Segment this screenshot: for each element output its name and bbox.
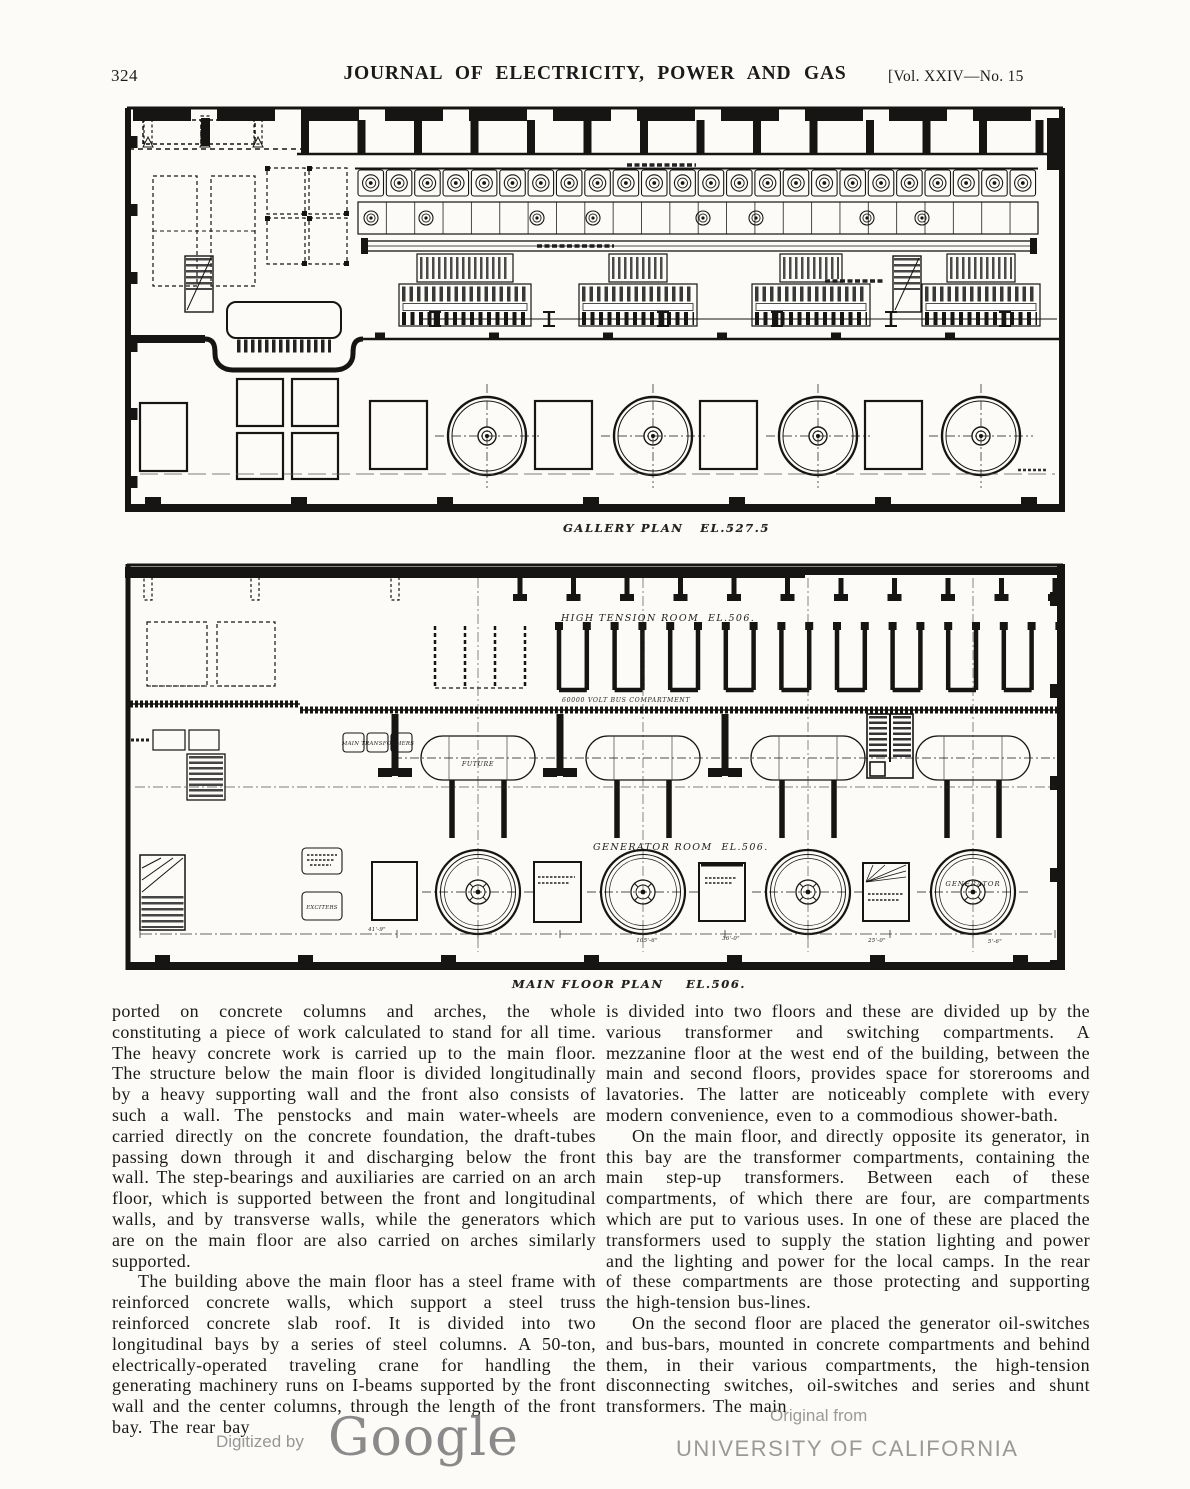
generator-room-label: GENERATOR ROOM EL.506. [593, 842, 769, 853]
exciters-label: EXCITERS [306, 905, 338, 911]
dimension-line [140, 930, 1055, 938]
bay-divider-walls [378, 714, 742, 777]
lower-panel-row [358, 202, 1038, 234]
gallery-plan-equipment [127, 116, 1061, 488]
digitized-by-watermark: Digitized by [216, 1432, 304, 1451]
main-floor-equipment [130, 574, 1063, 952]
university-watermark: UNIVERSITY OF CALIFORNIA [676, 1436, 1019, 1461]
high-tension-room-label: HIGH TENSION ROOM EL.506. [561, 613, 756, 624]
original-from-watermark: Original from [770, 1406, 868, 1425]
generator-bay-footprints [140, 379, 1055, 488]
bus-duct [361, 238, 1037, 254]
main-floor-plan-caption: MAIN FLOOR PLAN EL.506. [512, 977, 747, 991]
right-column [606, 1001, 1090, 1417]
dimension-text: 5'-6" [987, 939, 1003, 945]
bus-compartment-label: 60000 VOLT BUS COMPARTMENT [562, 697, 691, 704]
busbar-compartments [399, 254, 1040, 326]
high-tension-compartments [435, 622, 1063, 690]
paragraph: On the second floor are placed the generator oil-switches and bus-bars, mounted in concrete compartments and behind them, in their various compartments, the high-tension disconnecting switches, oil-switches and series and shunt transformers. The main [606, 1312, 1090, 1417]
west-rooms [147, 622, 275, 686]
left-dashed-rooms [153, 166, 349, 286]
paragraph: is divided into two floors and these are divided up by the various transformer and switching compartments. A mezzanine floor at the west end of the building, between the main and second floors, provides space for storerooms and lavatories. The latter are noticeably complete with every modern convenience, even to a commodious shower-bath. [606, 1001, 1090, 1125]
gallery-plan-caption: GALLERY PLAN EL.527.5 [563, 521, 770, 535]
future-label: FUTURE [461, 761, 495, 768]
paragraph: ported on concrete columns and arches, the whole constituting a piece of work calculated to stand for all time. The heavy concrete work is carried up to the main floor. The structure below the main floor is divided longitudinally by a heavy supporting wall and the front also consists of such a wall. The penstocks and main water-wheels are carried directly on the concrete foundation, the draft-tubes passing down through it and discharging below the front wall. The step-bearings and auxiliaries are carried on an arch floor, which is supported between the front and longitudinal walls, and by transverse walls, while the generators which are on the main floor are also carried on arches similarly supported. [112, 1001, 596, 1271]
switchboard-dial-row [355, 169, 1038, 197]
volume-info: [Vol. XXIV—No. 15 [888, 68, 1024, 85]
top-columns [513, 578, 1062, 601]
dimension-text: 25'-0" [868, 938, 886, 944]
gallery-plan-figure [125, 106, 1065, 514]
bus-compartment-wall [130, 704, 1060, 710]
google-watermark: Google [328, 1408, 519, 1468]
main-floor-plan-figure [125, 562, 1065, 972]
top-bay-columns [301, 120, 1044, 154]
main-transformers-label: MAIN TRANSFORMERS [341, 741, 415, 747]
west-equipment [131, 730, 342, 930]
dimension-text: 105'-6" [636, 938, 658, 944]
paragraph: On the main floor, and directly opposite its generator, in this bay are the transformer compartments, containing the main step-up transformers. Between each of these compartments, of which there are four, are compartments which are put to various uses. In one of these are placed the transformers used to supply the station lighting and power and the lighting and power for the local camps. In the rear of these compartments are those protecting and supporting the high-tension bus-lines. [606, 1125, 1090, 1313]
journal-title: JOURNAL OF ELECTRICITY, POWER AND GAS [343, 63, 847, 84]
generator-label: GENERATOR [945, 880, 1001, 888]
main-floor-stair [867, 714, 913, 778]
dimension-text: 36'-0" [722, 936, 740, 942]
dimension-text: 41'-9" [368, 927, 386, 933]
left-column [112, 1001, 596, 1438]
paragraph: The building above the main floor has a steel frame with reinforced concrete walls, which support a steel truss reinforced concrete slab roof. It is divided into two longitudinal bays by a series of steel columns. A 50-ton, electrically-operated traveling crane for handling the generating machinery runs on I-beams supported by the front wall and the center columns, through the length of the front bay. The rear bay [112, 1271, 596, 1437]
page-number: 324 [111, 66, 138, 85]
